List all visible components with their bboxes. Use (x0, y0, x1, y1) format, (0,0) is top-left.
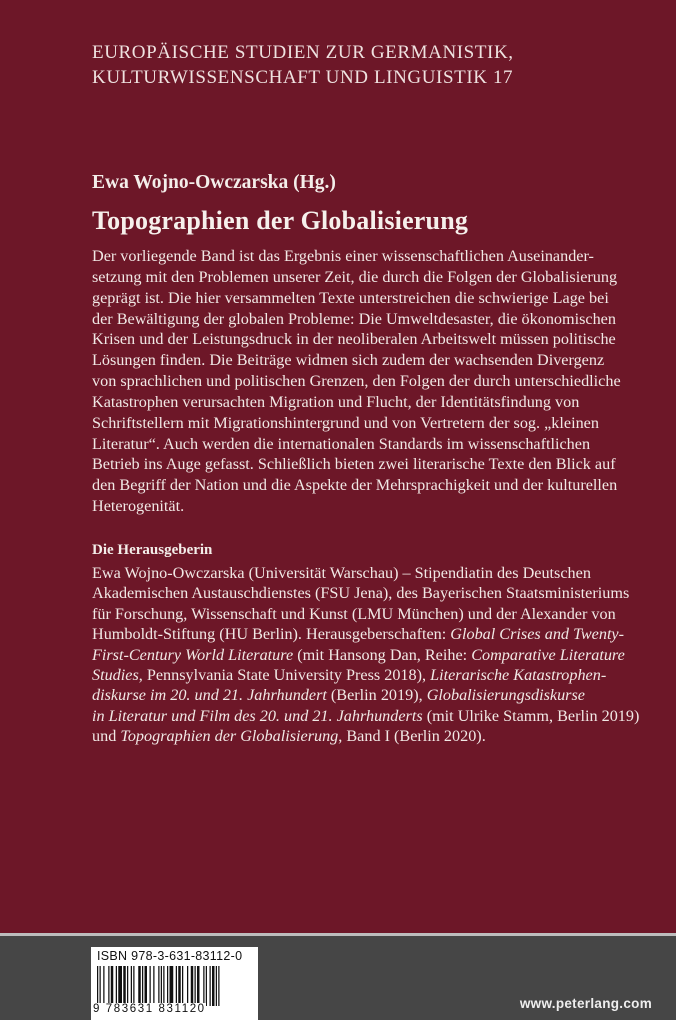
barcode-bar (195, 966, 196, 1006)
bio-work-title: Literarische Katastrophen- (430, 666, 607, 685)
barcode-bar (158, 966, 159, 1006)
bio-line (92, 665, 652, 685)
barcode-bar (116, 966, 117, 1006)
blurb-line: Betrieb ins Auge gefasst. Schließlich bieten zwei literarische Texte den Blick auf (92, 455, 616, 474)
barcode-bar (197, 966, 200, 1006)
barcode-bar (127, 966, 128, 1006)
barcode-bar (103, 966, 104, 1006)
barcode-label (91, 947, 258, 1020)
barcode-bar (170, 966, 174, 1006)
blurb (92, 246, 652, 517)
series-line-2: KULTURWISSENSCHAFT UND LINGUISTIK 17 (92, 67, 514, 88)
barcode-icon (95, 966, 254, 1006)
bio-text: und (92, 727, 121, 746)
bio-work-title: Topographien der Globalisierung (120, 727, 339, 746)
barcode-bar (210, 966, 211, 1006)
bio-line (92, 726, 652, 746)
ean-digits: 9 783631 831120 (93, 1003, 206, 1015)
bio-line: für Forschung, Wissenschaft und Kunst (LMU München) und der Alexander von (92, 604, 616, 623)
barcode-bar (206, 966, 207, 1006)
series-title (92, 40, 612, 90)
bio-text: , Band I (Berlin 2020). (338, 727, 486, 746)
bio-work-title: Globalisierungsdiskurse (426, 686, 585, 705)
barcode-bar (108, 966, 109, 1006)
blurb-line: Der vorliegende Band ist das Ergebnis einer wissenschaftlichen Auseinander- (92, 247, 594, 265)
bio-line (92, 706, 652, 726)
bio-work-title: First-Century World Literature (92, 645, 294, 664)
bio-line (92, 624, 652, 644)
blurb-line: Schriftstellern mit Migrationshintergrund und von Vertretern der sog. „kleinen (92, 413, 599, 432)
editor-name: Ewa Wojno-Owczarska (Hg.) (92, 172, 336, 193)
blurb-line: den Begriff der Nation und die Aspekte der Mehrsprachigkeit und der kulturellen (92, 476, 618, 495)
barcode-bar (145, 966, 148, 1006)
blurb-line: von sprachlichen und politischen Grenzen, den Folgen der durch unterschiedliche (92, 372, 621, 391)
bio-heading: Die Herausgeberin (92, 542, 213, 558)
blurb-line: Literatur“. Auch werden die internationalen Standards im wissenschaftlichen (92, 434, 591, 453)
barcode-bar (216, 966, 217, 1006)
blurb-line: geprägt ist. Die hier versammelten Texte unterstreichen die schwierige Lage bei (92, 288, 609, 307)
book-title: Topographien der Globalisierung (92, 206, 469, 235)
bio-text: Humboldt-Stiftung (HU Berlin). Herausgeberschaften: (92, 625, 451, 644)
barcode-bar (163, 966, 164, 1006)
bio-work-title: Global Crises and Twenty- (450, 625, 625, 644)
bio-work-title: Comparative Literature (471, 645, 625, 664)
barcode-bar (212, 966, 215, 1006)
barcode-bar (111, 966, 114, 1006)
publisher-url[interactable]: www.peterlang.com (519, 996, 652, 1011)
barcode-bar (182, 966, 183, 1006)
bio-line: Akademischen Austauschdienstes (FSU Jena), des Bayerischen Staatsministeriums (92, 584, 630, 603)
blurb-line: Katastrophen verursachten Migration und Flucht, der Identitätsfindung von (92, 392, 580, 411)
barcode-bar (176, 966, 177, 1006)
barcode-bar (187, 966, 188, 1006)
barcode-bar (138, 966, 141, 1006)
barcode-bar (97, 966, 98, 1006)
barcode-bar (100, 966, 101, 1006)
barcode-bar (191, 966, 194, 1006)
bio-work-title: diskurse im 20. und 21. Jahrhundert (92, 686, 327, 705)
bio-line (92, 685, 652, 705)
bio-text: , Pennsylvania State University Press 2018), (138, 666, 431, 685)
barcode-bar (218, 966, 219, 1006)
blurb-line: der Bewältigung der globalen Probleme: Die Umweltdesaster, die ökonomischen (92, 309, 616, 328)
barcode-bar (150, 966, 151, 1006)
isbn-number: ISBN 978-3-631-83112-0 (97, 949, 243, 963)
barcode-bar (167, 966, 168, 1006)
barcode-bar (133, 966, 134, 1006)
blurb-line: setzung mit den Problemen unserer Zeit, die durch die Folgen der Globalisierung (92, 267, 618, 286)
series-line-1: EUROPÄISCHE STUDIEN ZUR GERMANISTIK, (92, 42, 514, 63)
barcode-bar (131, 966, 132, 1006)
blurb-line: Lösungen finden. Die Beiträge widmen sich zudem der wachsenden Divergenz (92, 351, 605, 370)
bio-line (92, 645, 652, 665)
barcode-bar (142, 966, 143, 1006)
barcode-bar (153, 966, 154, 1006)
barcode-bar (123, 966, 126, 1006)
bio-work-title: in Literatur und Film des 20. und 21. Jahrhunderts (92, 706, 423, 725)
bio-work-title: Studies (92, 666, 139, 685)
bio-text: (Berlin 2019), (326, 686, 427, 705)
barcode-bar (161, 966, 162, 1006)
blurb-line: Heterogenität. (92, 497, 185, 516)
bio-text: (mit Ulrike Stamm, Berlin 2019) (422, 706, 640, 725)
barcode-bar (118, 966, 122, 1006)
barcode-bar (203, 966, 204, 1006)
blurb-line: Krisen und der Leistungsdruck in der neoliberalen Arbeitswelt müssen politische (92, 330, 616, 349)
footer-divider (0, 933, 676, 936)
bio-text: (mit Hansong Dan, Reihe: (293, 645, 472, 664)
bio-line: Ewa Wojno-Owczarska (Universität Warschau) – Stipendiatin des Deutschen (92, 564, 591, 582)
barcode-bar (178, 966, 181, 1006)
editor-bio (92, 563, 652, 747)
